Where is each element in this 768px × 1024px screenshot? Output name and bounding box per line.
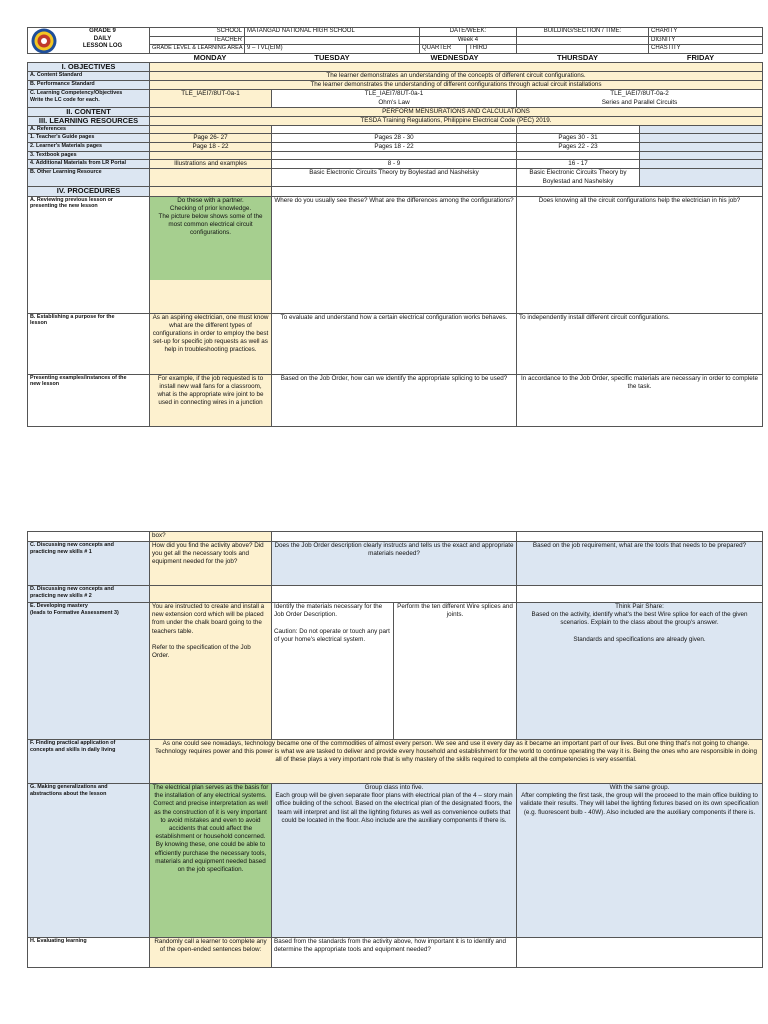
page-1 [27,27,762,427]
deped-seal-icon [31,28,57,54]
other-resource-label: B. Other Learning Resource [28,169,150,187]
blank-cell [517,45,649,54]
lm-monday: Page 18 - 22 [150,143,272,152]
generalization-thursday: With the same group. After completing the first task, the group will the proceed to the main office building to validate their results. They will label the lighting fixtures based on its own specification (e.g. fluorescent bulb - 40W). Also included are the auxiliary components if there is. [517,784,763,938]
competency-thursday: TLE_IAEI7/8UT-0a-2 Series and Parallel Circuits [517,90,763,107]
tg-tuesday: Pages 28 - 30 [272,133,517,142]
lm-pages-label: 2. Learner's Materials pages [28,143,150,152]
main-table-continued [27,531,763,968]
mastery-wednesday: Perform the ten different Wire splices and joints. [394,603,517,740]
procedures-title: IV. PROCEDURES [28,187,150,196]
day-friday: FRIDAY [686,53,715,62]
date-label: DATE/WEEK: [420,28,517,37]
quarter-label: QUARTER [420,45,467,54]
discussing-1-label: C. Discussing new concepts and practicing new skills # 1 [28,542,150,586]
discussing-1-monday: How did you find the activity above? Did you get all the necessary tools and equipment needed for the job? [150,542,272,586]
lesson-log-label: LESSON LOG [82,43,123,49]
content-standard-text: The learner demonstrates an understanding of the concepts of different circuit configurations. [150,71,763,80]
grade-area-value: 9 – TVL(EIM) [245,45,420,54]
school-label: SCHOOL [150,28,245,37]
tg-pages-label: 1. Teacher's Guide pages [28,133,150,142]
presenting-label: Presenting examples/instances of the new lesson [28,374,150,426]
mastery-tuesday: Identify the materials necessary for the Job Order Description. Caution: Do not operate or touch any part of your home's electrical system. [272,603,394,740]
references-label: A. References [28,126,150,134]
teacher-label: TEACHER [150,36,245,45]
page-2 [27,531,762,968]
mastery-label: E. Developing mastery (leads to Formative Assessment 3) [28,603,150,740]
generalization-tuesday: Group class into five. Each group will be given separate floor plans with electrical plan of the 4 – story main office building of the school. Based on the electrical plan of the designated floors, the team will interpret and list all the lighting fixtures as well as convenience outlets that could be located in the floor. Also include are the auxiliary components if there is. [272,784,517,938]
week-value: Week 4 [420,36,517,45]
tg-monday: Page 26- 27 [150,133,272,142]
evaluating-tuesday: Based from the standards from the activity above, how important it is to identify and determine the appropriate tools and equipment needed? [272,938,517,968]
resources-text: TESDA Training Regulations, Philippine Electrical Code (PEC) 2019. [150,116,763,125]
performance-standard-label: B. Performance Standard [28,81,150,90]
lr-tuesday: 8 - 9 [272,160,517,169]
school-value: MATANGAD NATIONAL HIGH SCHOOL [245,28,420,37]
quarter-value: THIRD [467,45,517,54]
teacher-value [245,36,420,45]
lr-monday: Illustrations and examples [150,160,272,169]
reviewing-tuesday: Where do you usually see these? What are the differences among the configurations? [272,196,517,313]
content-title: II. CONTENT [28,107,150,116]
competency-monday: TLE_IAEI7/8UT-0a-1 [150,90,272,107]
generalization-monday: The electrical plan serves as the basis for the installation of any electrical systems. Correct and precise interpretation as well as the construction of it is very important to avoid mistakes and even to avoid accidents that could affect the establishment or household concerned. By knowing these, one could be able to efficiently purchase the necessary tools, materials and equipment needed based on the job specification. [150,784,271,937]
day-monday: MONDAY [193,53,227,62]
continued-monday: box? [150,532,272,542]
evaluating-monday: Randomly call a learner to complete any of the open-ended sentences below: [150,938,272,968]
grade-label: GRADE 9 [89,28,116,34]
other-resource-thursday: Basic Electronic Circuits Theory by Boylestad and Nashelsky [517,169,640,187]
performance-standard-text: The learner demonstrates the understanding of different configurations through actual circuit installations [150,81,763,90]
reviewing-thursday: Does knowing all the circuit configurations help the electrician in his job? [517,196,763,313]
competency-label: C. Learning Competency/Objectives Write the LC code for each. [28,90,150,107]
mastery-thursday: Think Pair Share: Based on the activity, identify what's the best Wire splice for each of the given scenarios. Explain to the class about the group's answer. Standards and specifications are already given. [517,603,763,740]
purpose-monday: As an aspiring electrician, one must know what are the different types of configurations in order to employ the best set-up for specific job requests as well as help in troubleshooting practices. [150,313,272,374]
application-label: F. Finding practical application of concepts and skills in daily living [28,740,150,784]
day-thursday: THURSDAY [557,53,598,62]
discussing-1-tuesday: Does the Job Order description clearly instructs and tells us the exact and appropriate materials needed? [272,542,517,586]
header-table [27,27,763,54]
reviewing-label: A. Reviewing previous lesson or presenting the new lesson [28,196,150,313]
main-table [27,62,763,427]
evaluating-label: H. Evaluating learning [28,938,150,968]
grade-area-label: GRADE LEVEL & LEARNING AREA [150,45,245,54]
competency-tuesday: TLE_IAEI7/8UT-0a-1 Ohm's Law [272,90,517,107]
discussing-1-thursday: Based on the job requirement, what are the tools that needs to be prepared? [517,542,763,586]
tg-thursday: Pages 30 - 31 [517,133,640,142]
purpose-label: B. Establishing a purpose for the lesson [28,313,150,374]
application-text: As one could see nowadays, technology became one of the commodities of almost every person. We see and use it every day as it became an important part of our lives. But one thing that's not going to change. Technology requires power and this power is what we are tasked to deliver and provide every household and establishment for the world to continue operating the way it is. Being the ones who are responsible in doing all of these plays a very important role that is why mastery of the skills required to complete all the competencies is very essential. [150,740,763,784]
time-cell [517,36,649,45]
lr-thursday: 16 - 17 [517,160,640,169]
generalization-label: G. Making generalizations and abstractions about the lesson [28,784,150,938]
daily-label: DAILY [93,35,112,42]
section-1: CHARITY [649,28,763,37]
purpose-thursday: To independently install different circuit configurations. [517,313,763,374]
objectives-title: I. OBJECTIVES [28,62,150,71]
day-wednesday: WEDNESDAY [430,53,479,62]
discussing-2-label: D. Discussing new concepts and practicing new skills # 2 [28,586,150,603]
mastery-monday: You are instructed to create and install a new extension cord which will be placed from under the chalk board going to the teachers table. Refer to the specification of the Job Order. [150,603,272,740]
building-label: BUILDING/SECTION / TIME: [517,28,649,37]
section-3: CHASTITY [649,45,763,54]
days-header [27,54,762,62]
purpose-tuesday: To evaluate and understand how a certain electrical configuration works behaves. [272,313,517,374]
lm-thursday: Pages 22 - 23 [517,143,640,152]
resources-title: III. LEARNING RESOURCES [28,116,150,125]
presenting-tuesday: Based on the Job Order, how can we identify the appropriate splicing to be used? [272,374,517,426]
lr-portal-label: 4. Additional Materials from LR Portal [28,160,150,169]
other-resource-tuesday: Basic Electronic Circuits Theory by Boylestad and Nashelsky [272,169,517,187]
presenting-thursday: In accordance to the Job Order, specific materials are necessary in order to complete the task. [517,374,763,426]
content-text: PERFORM MENSURATIONS AND CALCULATIONS [150,107,763,116]
day-tuesday: TUESDAY [314,53,350,62]
presenting-monday: For example, if the job requested is to install new wall fans for a classroom, what is the appropriate wire joint to be used in connecting wires in a junction [150,374,272,426]
lm-tuesday: Pages 18 - 22 [272,143,517,152]
reviewing-monday: Do these with a partner. Checking of prior knowledge. The picture below shows some of the most common electrical circuit configurations. [150,197,271,280]
section-2: DIGNITY [649,36,763,45]
content-standard-label: A. Content Standard [28,71,150,80]
textbook-pages-label: 3. Textbook pages [28,152,150,160]
